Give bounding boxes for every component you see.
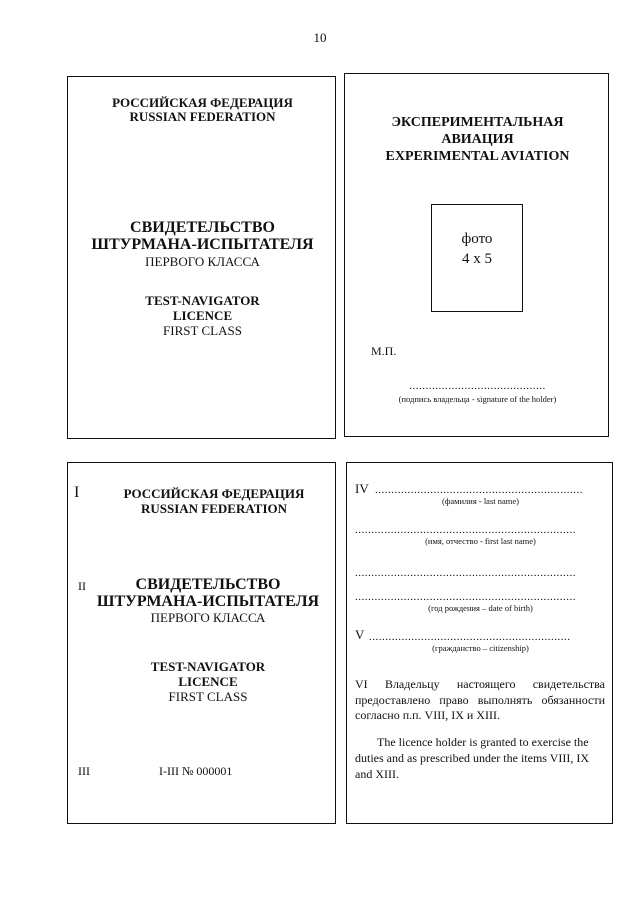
aviation-title-ru-2: АВИАЦИЯ [441, 132, 514, 147]
first-name-caption: (имя, отчество - first last name) [425, 536, 536, 546]
item-iv-label: IV [355, 481, 369, 496]
federation-en: RUSSIAN FEDERATION [129, 109, 276, 124]
page-number: 10 [313, 30, 327, 45]
item-ii-label: II [78, 579, 86, 593]
licence-class-ru: ПЕРВОГО КЛАССА [145, 254, 260, 269]
licence-number: I-III № 000001 [159, 764, 233, 778]
surname-line: ................................................................ [375, 484, 583, 496]
item-iii-label: III [78, 764, 90, 778]
licence-title-en-2: LICENCE [172, 308, 233, 323]
federation-en: RUSSIAN FEDERATION [140, 501, 288, 516]
photo-placeholder [431, 204, 523, 312]
stamp-label: М.П. [371, 344, 397, 358]
cover-panel [67, 76, 336, 439]
licence-title-ru-2: ШТУРМАНА-ИСПЫТАТЕЛЯ [91, 236, 314, 253]
item-i-label: I [74, 484, 80, 501]
first-name-line: .................................................................... [355, 524, 576, 536]
licence-class-en: FIRST CLASS [163, 323, 242, 338]
signature-line: .......................................... [409, 380, 546, 392]
vi-line-2: предоставлено право выполнять обязанности [355, 693, 605, 707]
citizenship-line: .............................................................. [369, 631, 571, 643]
licence-title-ru-1: СВИДЕТЕЛЬСТВО [135, 576, 281, 593]
licence-title-ru-1: СВИДЕТЕЛЬСТВО [130, 219, 275, 236]
vi-line-1: Владельцу настоящего свидетельства [384, 677, 606, 691]
signature-caption: (подпись владельца - signature of the holder) [398, 394, 557, 404]
birth-date-line: .................................................................... [355, 591, 576, 603]
title-panel [67, 462, 336, 824]
item-vi-label: VI [355, 677, 368, 691]
licence-title-ru-2: ШТУРМАНА-ИСПЫТАТЕЛЯ [96, 593, 320, 610]
licence-title-en-1: TEST-NAVIGATOR [145, 293, 260, 308]
item-v-label: V [355, 627, 365, 642]
federation-ru: РОССИЙСКАЯ ФЕДЕРАЦИЯ [112, 95, 293, 110]
photo-panel [344, 73, 609, 437]
licence-class-ru: ПЕРВОГО КЛАССА [150, 610, 266, 625]
licence-class-en: FIRST CLASS [168, 689, 248, 704]
federation-ru: РОССИЙСКАЯ ФЕДЕРАЦИЯ [123, 486, 305, 501]
item-vi-text-line-1 [355, 677, 605, 691]
en-line-2: duties and as prescribed under the items VIII, IX [355, 751, 590, 765]
aviation-title-en: EXPERIMENTAL AVIATION [385, 149, 570, 164]
citizenship-caption: (гражданство – citizenship) [432, 643, 529, 653]
photo-size: 4 x 5 [462, 251, 492, 267]
en-line-3: and XIII. [355, 767, 399, 781]
licence-title-en-2: LICENCE [178, 674, 238, 689]
vi-line-3: согласно п.п. VIII, IX и XIII. [355, 708, 500, 722]
en-line-1: The licence holder is granted to exercise the [377, 735, 589, 749]
licence-title-en-1: TEST-NAVIGATOR [150, 659, 266, 674]
holder-data-panel [346, 462, 613, 824]
extra-line: .................................................................... [355, 567, 576, 579]
photo-label: фото [461, 231, 493, 247]
surname-caption: (фамилия - last name) [442, 496, 519, 506]
birth-date-caption: (год рождения – date of birth) [428, 603, 533, 613]
aviation-title-ru-1: ЭКСПЕРИМЕНТАЛЬНАЯ [391, 115, 564, 130]
